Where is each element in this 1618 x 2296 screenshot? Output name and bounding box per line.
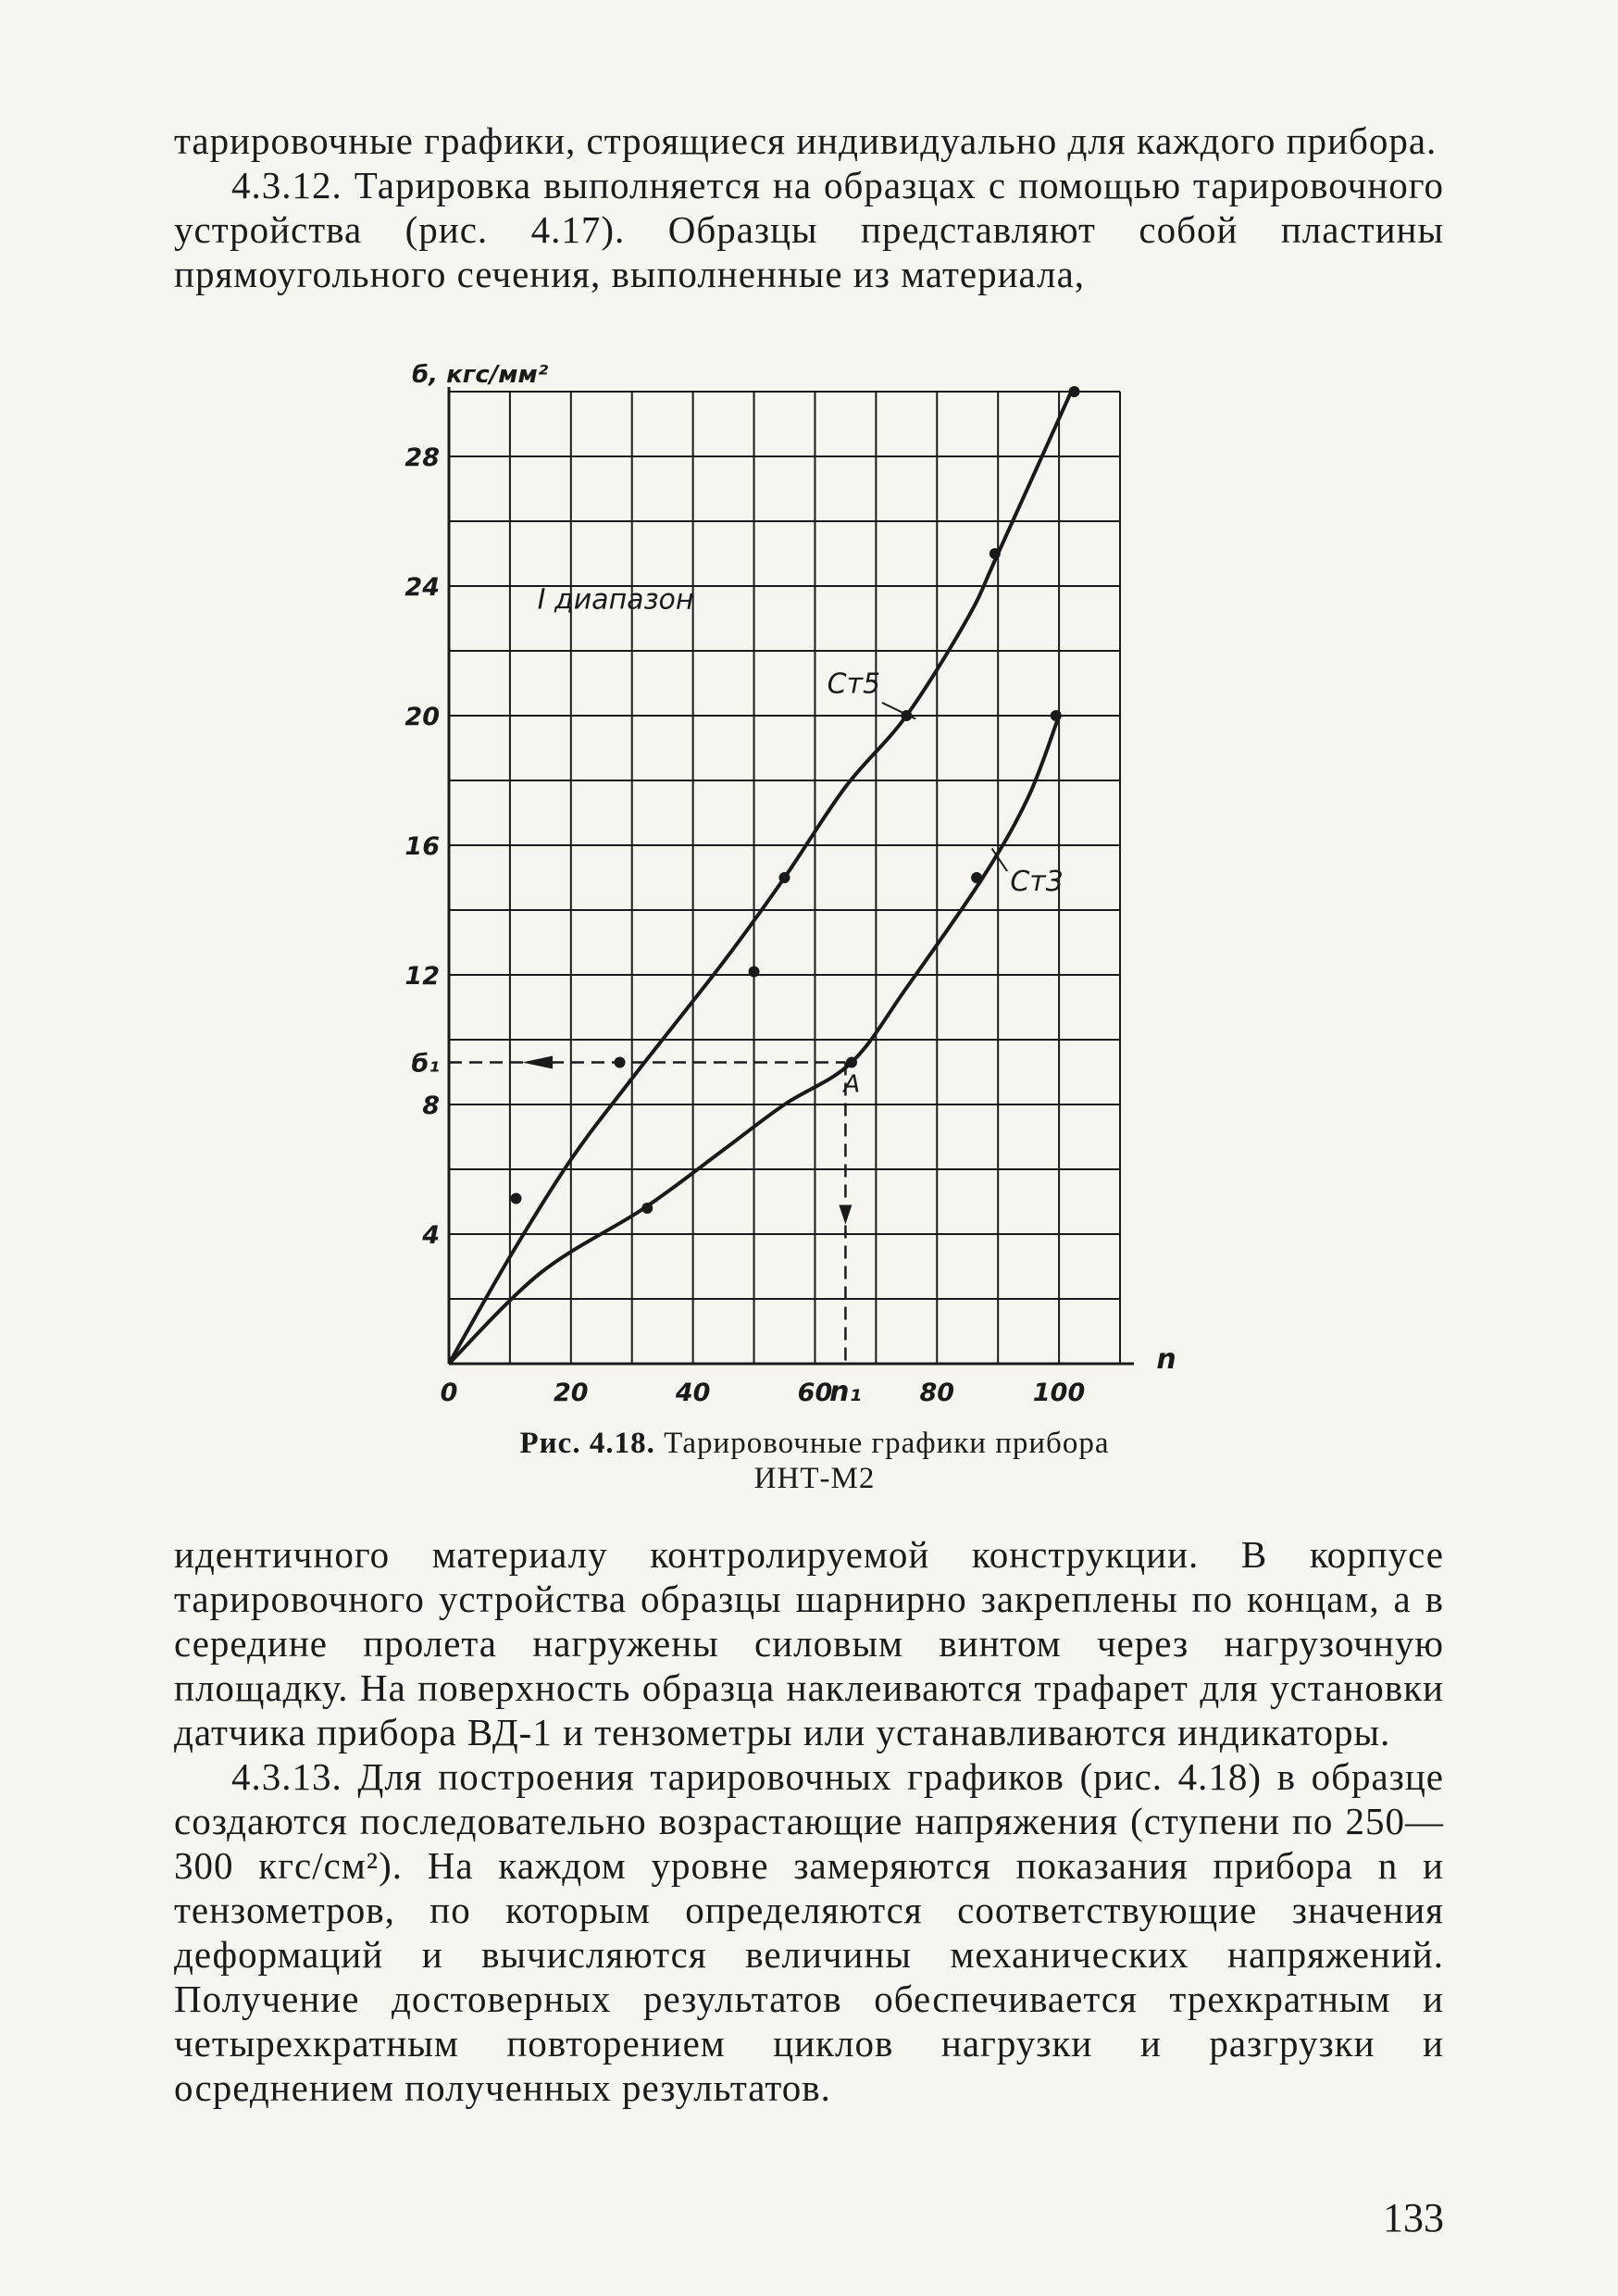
figure-caption <box>370 1426 1259 1496</box>
x-tick-label: 40 <box>675 1379 711 1407</box>
sigma1-arrow <box>522 1056 553 1069</box>
x-axis-label: n <box>1156 1343 1176 1376</box>
scatter-point <box>511 1193 522 1204</box>
x-tick-label: 100 <box>1032 1379 1086 1407</box>
bottom-paragraphs <box>174 1532 1444 2110</box>
x-tick-label: 80 <box>919 1379 955 1407</box>
caption-figure-number: Рис. 4.18. <box>519 1427 655 1460</box>
paragraph-4: 4.3.13. Для построения тарировочных графиков (рис. 4.18) в образце создаются последовательно возрастающие напряжения (ступени по 250—300 кгс/см²). На каждом уровне замеряются показания прибора n и тензометров, по которым определяются соответствующие значения деформаций и вычисляются величины механических напряжений. Получение достоверных результатов обеспечивается трехкратным и четырехкратным повторением циклов нагрузки и разгрузки и осреднением полученных результатов. <box>174 1755 1444 2109</box>
caption-line-2: ИНТ-М2 <box>753 1462 876 1495</box>
n1-label: n₁ <box>829 1376 862 1408</box>
data-point <box>1051 710 1062 721</box>
top-paragraphs <box>174 119 1444 296</box>
data-point <box>989 548 1001 559</box>
data-point <box>971 872 982 883</box>
point-a-label: A <box>843 1070 861 1099</box>
y-tick-label: 28 <box>404 443 440 472</box>
y-tick-label: 16 <box>404 832 440 861</box>
paragraph-1: тарировочные графики, строящиеся индивидуально для каждого прибора. <box>174 119 1438 162</box>
range-label: I диапазон <box>537 583 694 617</box>
x-tick-label: 0 <box>440 1379 458 1407</box>
chart-svg <box>352 350 1240 1424</box>
page-number: 133 <box>1383 2195 1444 2240</box>
y-tick-label: 8 <box>422 1092 440 1120</box>
n1-arrow <box>839 1205 852 1225</box>
y-tick-label: 12 <box>404 962 440 991</box>
scatter-point <box>749 967 760 978</box>
y-tick-label: 4 <box>422 1221 440 1250</box>
y-axis-label: б, кгс/мм² <box>412 361 549 389</box>
y-tick-label: 20 <box>404 703 440 731</box>
paragraph-2: 4.3.12. Тарировка выполняется на образцах с помощью тарировочного устройства (рис. 4.17). Образцы представляют собой пластины прямоугольного сечения, выполненные из материала, <box>174 164 1444 295</box>
series-label-st3: Ст3 <box>1010 866 1064 898</box>
data-point <box>779 872 790 883</box>
calibration-chart <box>352 350 1240 1424</box>
data-point <box>641 1203 653 1214</box>
caption-line-1: Тарировочные графики прибора <box>664 1427 1110 1460</box>
data-point <box>846 1057 857 1068</box>
data-point <box>1069 386 1080 397</box>
paragraph-3: идентичного материалу контролируемой конструкции. В корпусе тарировочного устройства образцы шарнирно закреплены по концам, а в середине пролета нагружены силовым винтом через нагрузочную площадку. На поверхность образца наклеиваются трафарет для установки датчика прибора ВД-1 и тензометры или устанавливаются индикаторы. <box>174 1533 1444 1753</box>
x-tick-label: 60 <box>797 1379 833 1407</box>
x-tick-label: 20 <box>554 1379 589 1407</box>
series-label-st5: Ст5 <box>827 668 881 701</box>
y-tick-label: 24 <box>404 573 440 602</box>
sigma1-label: б₁ <box>411 1049 440 1079</box>
